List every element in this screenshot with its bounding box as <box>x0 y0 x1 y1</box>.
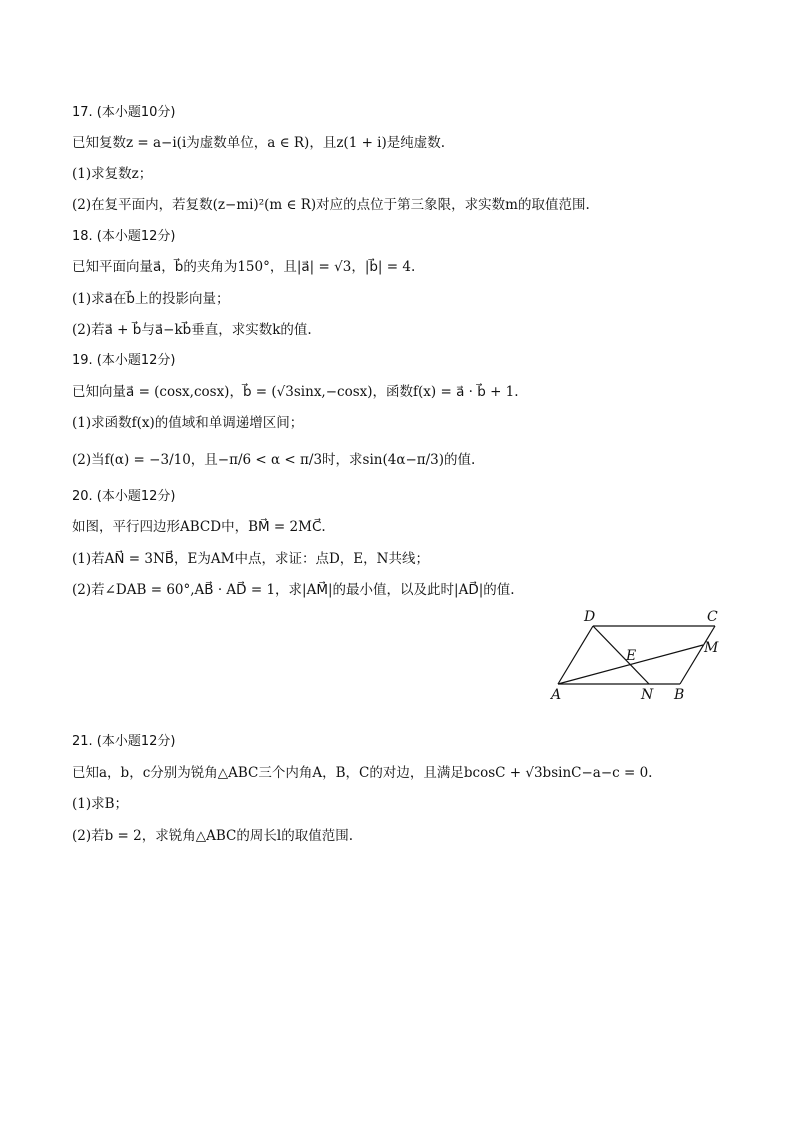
label-m: M <box>704 640 719 656</box>
label-d: D <box>584 609 596 625</box>
q21-part2: (2)若b = 2，求锐角△ABC的周长l的取值范围. <box>72 828 353 844</box>
label-e: E <box>626 648 637 664</box>
parallelogram-figure <box>548 604 728 704</box>
q18-part2: (2)若a⃗ + b⃗与a⃗−kb⃗垂直，求实数k的值. <box>72 322 312 338</box>
label-b: B <box>674 687 685 703</box>
segment-da <box>558 626 593 684</box>
label-c: C <box>707 609 718 625</box>
q18-header: 18. (本小题12分) <box>72 229 176 244</box>
q21-part1: (1)求B； <box>72 796 129 812</box>
q20-header: 20. (本小题12分) <box>72 489 176 504</box>
label-a: A <box>551 687 562 703</box>
segment-dn <box>593 626 649 684</box>
label-n: N <box>641 687 654 703</box>
q20-part1: (1)若AN⃗ = 3NB⃗，E为AM中点，求证：点D，E，N共线； <box>72 551 429 567</box>
q20-part2: (2)若∠DAB = 60°,AB⃗ · AD⃗ = 1，求|AM⃗|的最小值，以及此时|AD⃗|的值. <box>72 582 515 598</box>
q21-header: 21. (本小题12分) <box>72 734 176 749</box>
q19-stem: 已知向量a⃗ = (cosx,cosx)，b⃗ = (√3sinx,−cosx)，函数f(x) = a⃗ · b⃗ + 1. <box>72 384 519 400</box>
q20-stem: 如图，平行四边形ABCD中，BM⃗ = 2MC⃗. <box>72 519 326 535</box>
q17-header: 17. (本小题10分) <box>72 105 176 120</box>
q18-stem: 已知平面向量a⃗，b⃗的夹角为150°，且|a⃗| = √3，|b⃗| = 4. <box>72 259 416 275</box>
q21-stem: 已知a，b，c分别为锐角△ABC三个内角A，B，C的对边，且满足bcosC + √3bsinC−a−c = 0. <box>72 765 653 781</box>
q17-part2: (2)在复平面内，若复数(z−mi)²(m ∈ R)对应的点位于第三象限，求实数m的取值范围. <box>72 197 590 213</box>
q17-stem: 已知复数z = a−i(i为虚数单位，a ∈ R)，且z(1 + i)是纯虚数. <box>72 135 446 151</box>
q17-part1: (1)求复数z； <box>72 166 153 182</box>
q18-part1: (1)求a⃗在b⃗上的投影向量； <box>72 291 230 307</box>
q19-part1: (1)求函数f(x)的值域和单调递增区间； <box>72 415 304 431</box>
q19-header: 19. (本小题12分) <box>72 353 176 368</box>
q19-part2: (2)当f(α) = −3/10，且−π/6 < α < π/3时，求sin(4α−π/3)的值. <box>72 452 476 468</box>
